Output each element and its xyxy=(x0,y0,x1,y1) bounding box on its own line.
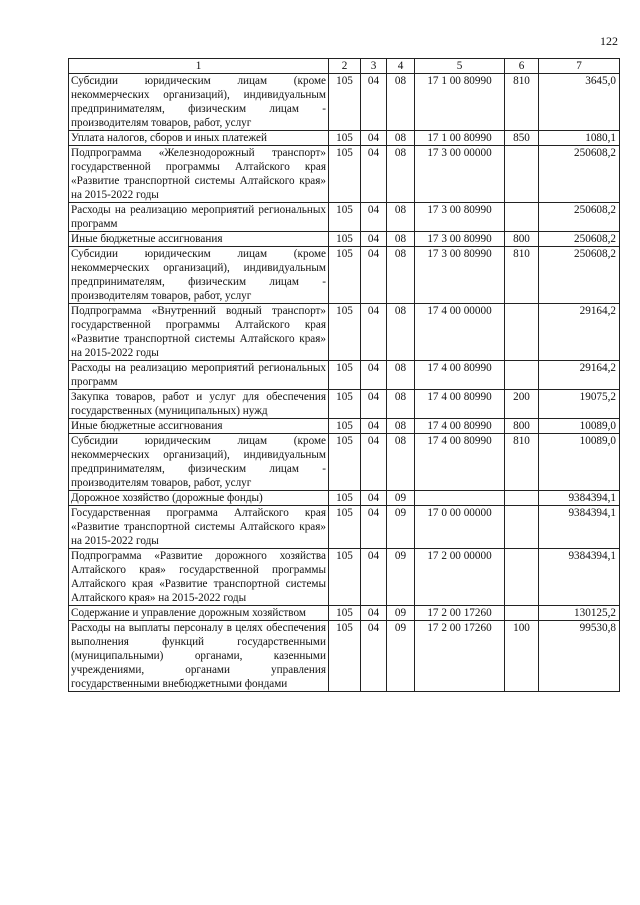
table-row xyxy=(69,491,620,506)
row-amount-cell: 1080,1 xyxy=(539,131,620,146)
row-ministry-code-cell: 105 xyxy=(329,549,361,606)
row-target-article-cell: 17 3 00 80990 xyxy=(415,232,505,247)
row-section-cell: 04 xyxy=(361,419,387,434)
row-name-cell: Содержание и управление дорожным хозяйством xyxy=(69,606,329,621)
row-amount-cell: 10089,0 xyxy=(539,419,620,434)
table-row xyxy=(69,506,620,549)
row-amount-cell: 250608,2 xyxy=(539,146,620,203)
row-section-cell: 04 xyxy=(361,232,387,247)
row-subsection-cell: 09 xyxy=(387,506,415,549)
row-amount-cell: 29164,2 xyxy=(539,361,620,390)
column-header: 1 xyxy=(69,59,329,74)
row-name-cell: Иные бюджетные ассигнования xyxy=(69,419,329,434)
row-name-cell: Государственная программа Алтайского края «Развитие транспортной системы Алтайского края» на 2015-2022 годы xyxy=(69,506,329,549)
row-expense-type-cell xyxy=(505,549,539,606)
row-ministry-code-cell: 105 xyxy=(329,74,361,131)
column-header: 4 xyxy=(387,59,415,74)
row-subsection-cell: 08 xyxy=(387,247,415,304)
row-section-cell: 04 xyxy=(361,549,387,606)
row-target-article-cell: 17 2 00 17260 xyxy=(415,621,505,692)
row-ministry-code-cell: 105 xyxy=(329,232,361,247)
row-target-article-cell: 17 4 00 80990 xyxy=(415,361,505,390)
row-target-article-cell: 17 4 00 80990 xyxy=(415,390,505,419)
table-row xyxy=(69,434,620,491)
row-name-cell: Субсидии юридическим лицам (кроме некоммерческих организаций), индивидуальным предпринимателям, физическим лицам - производителям товаров, работ, услуг xyxy=(69,74,329,131)
row-name-cell: Подпрограмма «Внутренний водный транспорт» государственной программы Алтайского края «Развитие транспортной системы Алтайского края» на 2015-2022 годы xyxy=(69,304,329,361)
row-target-article-cell: 17 4 00 00000 xyxy=(415,304,505,361)
row-expense-type-cell: 810 xyxy=(505,434,539,491)
row-subsection-cell: 08 xyxy=(387,419,415,434)
row-name-cell: Расходы на реализацию мероприятий региональных программ xyxy=(69,203,329,232)
row-subsection-cell: 08 xyxy=(387,361,415,390)
row-subsection-cell: 09 xyxy=(387,549,415,606)
row-amount-cell: 3645,0 xyxy=(539,74,620,131)
row-section-cell: 04 xyxy=(361,361,387,390)
row-expense-type-cell: 200 xyxy=(505,390,539,419)
row-amount-cell: 9384394,1 xyxy=(539,506,620,549)
table-row xyxy=(69,419,620,434)
row-expense-type-cell xyxy=(505,606,539,621)
table-row xyxy=(69,606,620,621)
table-row xyxy=(69,131,620,146)
row-target-article-cell: 17 2 00 17260 xyxy=(415,606,505,621)
row-section-cell: 04 xyxy=(361,131,387,146)
row-section-cell: 04 xyxy=(361,247,387,304)
table-row xyxy=(69,304,620,361)
row-name-cell: Подпрограмма «Развитие дорожного хозяйства Алтайского края» государственной программы Алтайского края «Развитие транспортной системы Алтайского края» на 2015-2022 годы xyxy=(69,549,329,606)
row-subsection-cell: 08 xyxy=(387,304,415,361)
row-expense-type-cell xyxy=(505,203,539,232)
row-ministry-code-cell: 105 xyxy=(329,247,361,304)
row-ministry-code-cell: 105 xyxy=(329,146,361,203)
row-section-cell: 04 xyxy=(361,606,387,621)
row-ministry-code-cell: 105 xyxy=(329,390,361,419)
row-name-cell: Расходы на выплаты персоналу в целях обеспечения выполнения функций государственными (муниципальными) органами, казенными учреждениями, органами управления государственными внебюджетными фондами xyxy=(69,621,329,692)
row-name-cell: Уплата налогов, сборов и иных платежей xyxy=(69,131,329,146)
row-amount-cell: 250608,2 xyxy=(539,247,620,304)
row-section-cell: 04 xyxy=(361,621,387,692)
row-name-cell: Иные бюджетные ассигнования xyxy=(69,232,329,247)
row-expense-type-cell: 800 xyxy=(505,232,539,247)
row-section-cell: 04 xyxy=(361,203,387,232)
row-target-article-cell: 17 4 00 80990 xyxy=(415,419,505,434)
column-header: 6 xyxy=(505,59,539,74)
row-section-cell: 04 xyxy=(361,434,387,491)
row-target-article-cell: 17 3 00 80990 xyxy=(415,203,505,232)
row-target-article-cell: 17 4 00 80990 xyxy=(415,434,505,491)
row-amount-cell: 19075,2 xyxy=(539,390,620,419)
row-name-cell: Расходы на реализацию мероприятий региональных программ xyxy=(69,361,329,390)
row-expense-type-cell: 800 xyxy=(505,419,539,434)
column-header: 2 xyxy=(329,59,361,74)
row-expense-type-cell: 810 xyxy=(505,247,539,304)
row-subsection-cell: 09 xyxy=(387,606,415,621)
row-target-article-cell xyxy=(415,491,505,506)
row-section-cell: 04 xyxy=(361,506,387,549)
row-amount-cell: 9384394,1 xyxy=(539,549,620,606)
budget-table xyxy=(68,58,620,692)
row-ministry-code-cell: 105 xyxy=(329,506,361,549)
column-header: 7 xyxy=(539,59,620,74)
row-expense-type-cell: 850 xyxy=(505,131,539,146)
row-ministry-code-cell: 105 xyxy=(329,491,361,506)
row-section-cell: 04 xyxy=(361,74,387,131)
row-target-article-cell: 17 3 00 80990 xyxy=(415,247,505,304)
row-subsection-cell: 08 xyxy=(387,74,415,131)
table-row xyxy=(69,146,620,203)
row-name-cell: Субсидии юридическим лицам (кроме некоммерческих организаций), индивидуальным предпринимателям, физическим лицам - производителям товаров, работ, услуг xyxy=(69,247,329,304)
row-expense-type-cell xyxy=(505,506,539,549)
column-header: 5 xyxy=(415,59,505,74)
row-ministry-code-cell: 105 xyxy=(329,621,361,692)
row-section-cell: 04 xyxy=(361,304,387,361)
table-row xyxy=(69,549,620,606)
row-section-cell: 04 xyxy=(361,491,387,506)
table-row xyxy=(69,203,620,232)
row-name-cell: Подпрограмма «Железнодорожный транспорт» государственной программы Алтайского края «Развитие транспортной системы Алтайского края» на 2015-2022 годы xyxy=(69,146,329,203)
table-row xyxy=(69,232,620,247)
row-target-article-cell: 17 1 00 80990 xyxy=(415,74,505,131)
row-expense-type-cell xyxy=(505,491,539,506)
row-amount-cell: 130125,2 xyxy=(539,606,620,621)
row-expense-type-cell: 100 xyxy=(505,621,539,692)
row-subsection-cell: 08 xyxy=(387,232,415,247)
page-number: 122 xyxy=(600,34,618,48)
row-section-cell: 04 xyxy=(361,390,387,419)
row-target-article-cell: 17 3 00 00000 xyxy=(415,146,505,203)
row-ministry-code-cell: 105 xyxy=(329,203,361,232)
row-section-cell: 04 xyxy=(361,146,387,203)
row-subsection-cell: 09 xyxy=(387,621,415,692)
row-subsection-cell: 08 xyxy=(387,131,415,146)
column-header: 3 xyxy=(361,59,387,74)
table-row xyxy=(69,361,620,390)
row-subsection-cell: 08 xyxy=(387,203,415,232)
table-header-row xyxy=(69,59,620,74)
row-expense-type-cell xyxy=(505,304,539,361)
table-row xyxy=(69,74,620,131)
row-target-article-cell: 17 2 00 00000 xyxy=(415,549,505,606)
table-row xyxy=(69,621,620,692)
row-ministry-code-cell: 105 xyxy=(329,131,361,146)
row-subsection-cell: 08 xyxy=(387,434,415,491)
row-name-cell: Закупка товаров, работ и услуг для обеспечения государственных (муниципальных) нужд xyxy=(69,390,329,419)
row-expense-type-cell: 810 xyxy=(505,74,539,131)
row-amount-cell: 10089,0 xyxy=(539,434,620,491)
row-ministry-code-cell: 105 xyxy=(329,606,361,621)
row-target-article-cell: 17 1 00 80990 xyxy=(415,131,505,146)
row-expense-type-cell xyxy=(505,361,539,390)
row-name-cell: Субсидии юридическим лицам (кроме некоммерческих организаций), индивидуальным предпринимателям, физическим лицам - производителям товаров, работ, услуг xyxy=(69,434,329,491)
row-expense-type-cell xyxy=(505,146,539,203)
row-ministry-code-cell: 105 xyxy=(329,304,361,361)
row-ministry-code-cell: 105 xyxy=(329,434,361,491)
row-ministry-code-cell: 105 xyxy=(329,419,361,434)
row-ministry-code-cell: 105 xyxy=(329,361,361,390)
table-row xyxy=(69,247,620,304)
row-amount-cell: 250608,2 xyxy=(539,203,620,232)
row-amount-cell: 99530,8 xyxy=(539,621,620,692)
row-amount-cell: 9384394,1 xyxy=(539,491,620,506)
row-subsection-cell: 08 xyxy=(387,390,415,419)
row-subsection-cell: 08 xyxy=(387,146,415,203)
row-target-article-cell: 17 0 00 00000 xyxy=(415,506,505,549)
table-row xyxy=(69,390,620,419)
row-subsection-cell: 09 xyxy=(387,491,415,506)
row-name-cell: Дорожное хозяйство (дорожные фонды) xyxy=(69,491,329,506)
row-amount-cell: 29164,2 xyxy=(539,304,620,361)
row-amount-cell: 250608,2 xyxy=(539,232,620,247)
